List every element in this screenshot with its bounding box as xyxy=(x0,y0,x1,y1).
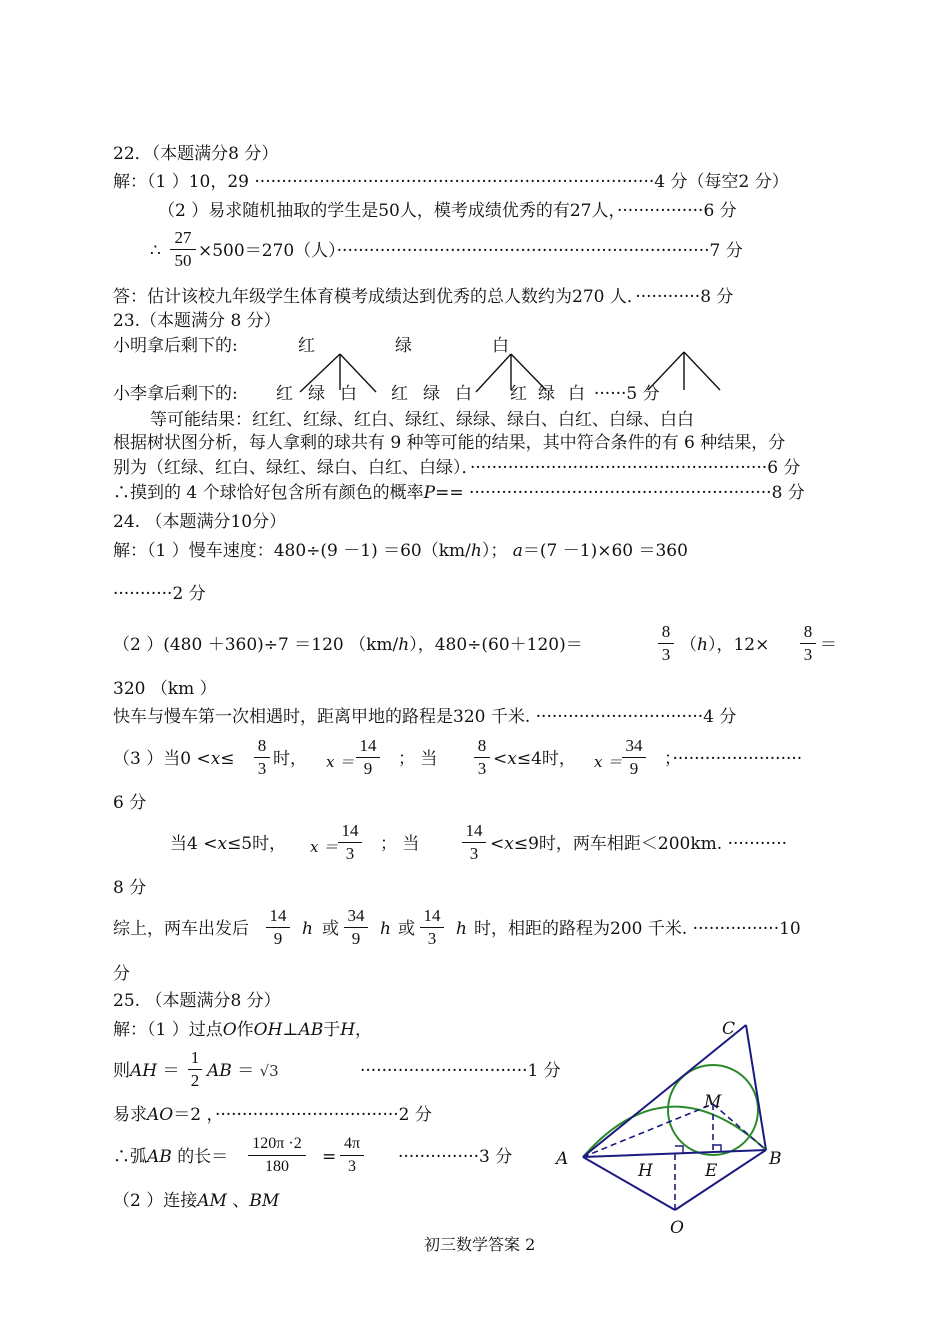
q24-p3-frac-34-9: 34 9 xyxy=(622,736,646,779)
q25-frac-arc: 120π ·2 180 xyxy=(248,1134,306,1177)
q23-header: 23.（本题满分 8 分） xyxy=(113,311,281,331)
tree-sub-5: 绿 xyxy=(423,384,440,404)
side-ac xyxy=(583,1025,746,1157)
q22-line1: 解：（1 ）10，29 ··········································································4 分（每空2 分） xyxy=(113,172,789,192)
q24-p3-frac-14-9: 14 9 xyxy=(356,736,380,779)
q25-line4-score: ···············3 分 xyxy=(398,1147,513,1167)
q24-p4-c: ； 当 xyxy=(380,834,420,854)
point-b: B xyxy=(769,1149,782,1169)
q24-p3-e: <x≤4时， xyxy=(493,749,576,769)
q24-p5-b: 时，相距的路程为200 千米. ················10 xyxy=(474,919,801,939)
q24-p5-h1: h xyxy=(302,919,313,939)
q24-p5-a: 综上，两车出发后 xyxy=(113,919,249,939)
q24-p5-frac-14-9: 14 9 xyxy=(266,906,290,949)
q23-analysis2: 别为（红绿、红白、绿红、绿白、白红、白绿）．·······················································6 分 xyxy=(113,458,801,478)
q23-analysis1: 根据树状图分析，每人拿剩的球共有 9 种等可能的结果，其中符合条件的有 6 种结果，分 xyxy=(113,433,786,453)
q24-p5-h2: h xyxy=(380,919,391,939)
q25-line5: （2 ）连接AM 、BM xyxy=(113,1191,280,1211)
q22-therefore: ∴ xyxy=(150,241,161,261)
segment-ao xyxy=(583,1157,675,1210)
q24-p3-c: 时， xyxy=(273,749,307,769)
q24-p5-or1: 或 xyxy=(322,919,339,939)
q24-p5-c: 分 xyxy=(113,964,130,984)
q24-p5-frac-14-3: 14 3 xyxy=(420,906,444,949)
q24-p3-score: 6 分 xyxy=(113,793,147,813)
page-footer: 初三数学答案 2 xyxy=(424,1235,536,1254)
point-o: O xyxy=(670,1218,684,1238)
q25-line1: 解：（1 ）过点O作OH⊥AB于H， xyxy=(113,1020,373,1040)
tree-sub-9: 白 xyxy=(568,384,585,404)
q23-score1: ······5 分 xyxy=(594,384,660,404)
q24-p3-xeq1: x ＝ xyxy=(326,753,355,771)
q24-p4-frac-14-3b: 14 3 xyxy=(462,821,486,864)
q24-p5-frac-34-9: 34 9 xyxy=(344,906,368,949)
tree-sub-2: 绿 xyxy=(308,384,325,404)
tree-sub-1: 红 xyxy=(276,384,293,404)
q24-frac-8-3b: 8 3 xyxy=(800,622,816,665)
q24-p3-d: ； 当 xyxy=(398,749,438,769)
tree-sub-3: 白 xyxy=(340,384,357,404)
q25-line2a: 则AH ＝ xyxy=(113,1061,180,1081)
q22-fraction: 27 50 xyxy=(170,228,196,271)
tree-top-red: 红 xyxy=(298,336,315,356)
q24-p4-xeq: x ＝ xyxy=(310,838,339,856)
q22-line2: （2 ）易求随机抽取的学生是50人，模考成绩优秀的有27人，················6 分 xyxy=(158,201,737,221)
tree-sub-7: 红 xyxy=(510,384,527,404)
q24-p4-a: 当4 <x≤5时， xyxy=(170,834,287,854)
segment-bo xyxy=(675,1150,766,1210)
point-a: A xyxy=(556,1149,569,1169)
q25-line2-score: ·······························1 分 xyxy=(360,1061,561,1081)
q24-line2a: （2 ）(480 ＋360)÷7 ＝120 （km/h），480÷(60＋120)＝ xyxy=(113,635,583,655)
q24-p5-or2: 或 xyxy=(398,919,415,939)
q24-p3-a: （3 ）当0 <x≤ xyxy=(113,749,235,769)
q25-header: 25. （本题满分8 分） xyxy=(113,991,281,1011)
q22-header: 22．（本题满分8 分） xyxy=(113,144,279,164)
q24-line2-eq: ＝ xyxy=(820,635,837,655)
q25-line4a: ∴弧AB 的长＝ xyxy=(113,1147,229,1167)
q23-outcomes: 等可能结果：红红、红绿、红白、绿红、绿绿、绿白、白红、白绿、白白 xyxy=(150,410,694,430)
q24-p3-g: ；························ xyxy=(664,749,803,769)
q24-p3-frac-8-3c: 8 3 xyxy=(474,736,490,779)
q25-frac-arc2: 4π 3 xyxy=(340,1134,364,1177)
q24-line1-score: ···········2 分 xyxy=(113,584,206,604)
q25-line2b: AB ＝ √3 xyxy=(207,1061,279,1081)
point-h: H xyxy=(638,1161,653,1181)
q24-p3-frac-8-3: 8 3 xyxy=(254,736,270,779)
q24-line3: 快车与慢车第一次相遇时，距离甲地的路程是320 千米. ·······························4 分 xyxy=(113,707,737,727)
q24-p3-xeq2: x ＝ xyxy=(594,753,623,771)
q23-li-label: 小李拿后剩下的: xyxy=(113,384,238,404)
q23-prob: ∴摸到的 4 个球恰好包含所有颜色的概率P== ························································8 分 xyxy=(113,483,805,503)
q24-line2b: （h），12× xyxy=(680,635,770,655)
q25-frac-half: 1 2 xyxy=(188,1048,202,1091)
segment-am xyxy=(583,1104,713,1157)
q24-line2-result: 320 （km ） xyxy=(113,679,217,699)
point-m: M xyxy=(704,1092,722,1112)
q24-line1: 解：（1 ）慢车速度：480÷(9 －1) ＝60（km/h）； a＝(7 －1)×60 ＝360 xyxy=(113,541,688,561)
q24-p4-frac-14-3: 14 3 xyxy=(338,821,362,864)
tree-top-green: 绿 xyxy=(395,336,412,356)
tree-top-white: 白 xyxy=(492,336,509,356)
q25-line3: 易求AO＝2 ，··································2 分 xyxy=(113,1105,432,1125)
point-e: E xyxy=(705,1161,718,1181)
tree-sub-8: 绿 xyxy=(538,384,555,404)
tree-sub-6: 白 xyxy=(455,384,472,404)
q22-line3: ×500＝270（人）·····································································7 分 xyxy=(198,241,743,261)
q22-answer: 答：估计该校九年级学生体育模考成绩达到优秀的总人数约为270 人．············8 分 xyxy=(113,287,734,307)
q23-ming-label: 小明拿后剩下的: xyxy=(113,336,238,356)
q24-frac-8-3: 8 3 xyxy=(658,622,674,665)
tree-sub-4: 红 xyxy=(391,384,408,404)
q24-p4-score: 8 分 xyxy=(113,878,147,898)
q24-header: 24. （本题满分10分） xyxy=(113,512,287,532)
q24-p5-h3: h xyxy=(456,919,467,939)
point-c: C xyxy=(722,1019,736,1039)
q24-p4-e: <x≤9时，两车相距＜200km. ··········· xyxy=(490,834,788,854)
side-cb xyxy=(746,1025,766,1150)
q25-arc-eq: = xyxy=(322,1147,337,1167)
